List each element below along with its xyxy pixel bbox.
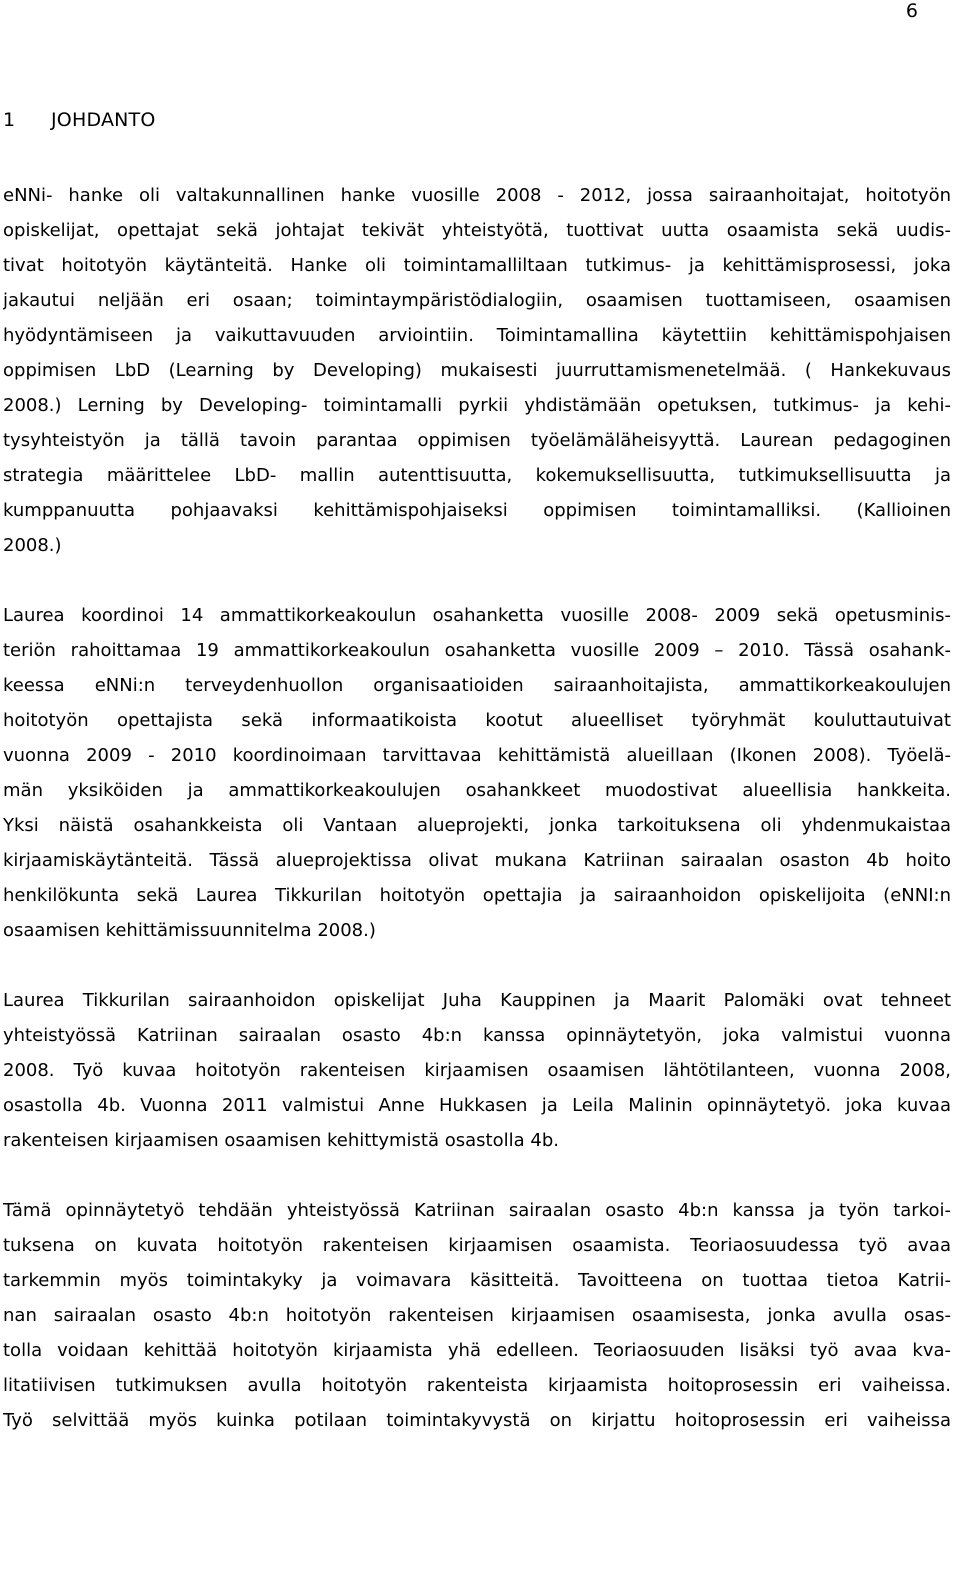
chapter-title: JOHDANTO bbox=[51, 109, 156, 131]
text-line: nan sairaalan osasto 4b:n hoitotyön rakenteisen kirjaamisen osaamisesta, jonka avulla osas- bbox=[3, 1305, 951, 1326]
text-line: Yksi näistä osahankkeista oli Vantaan alueprojekti, jonka tarkoituksena oli yhdenmukaistaa bbox=[3, 815, 951, 836]
text-line: jakautui neljään eri osaan; toimintaympäristödialogiin, osaamisen tuottamiseen, osaamisen bbox=[3, 290, 951, 311]
text-line: osaamisen kehittämissuunnitelma 2008.) bbox=[3, 920, 376, 941]
text-line: kumppanuutta pohjaavaksi kehittämispohjaiseksi oppimisen toimintamalliksi. (Kallioinen bbox=[3, 500, 951, 521]
text-line: tivat hoitotyön käytänteitä. Hanke oli toimintamalliltaan tutkimus- ja kehittämisprosessi, joka bbox=[3, 255, 951, 276]
text-line: teriön rahoittamaa 19 ammattikorkeakoulun osahanketta vuosille 2009 – 2010. Tässä osahank- bbox=[3, 640, 951, 661]
text-line: hyödyntämiseen ja vaikuttavuuden arviointiin. Toimintamallina käytettiin kehittämispohjaisen bbox=[3, 325, 951, 346]
text-line: vuonna 2009 - 2010 koordinoimaan tarvittavaa kehittämistä alueillaan (Ikonen 2008). Työelä- bbox=[3, 745, 951, 766]
text-line: män yksiköiden ja ammattikorkeakoulujen osahankkeet muodostivat alueellisia hankkeita. bbox=[3, 780, 951, 801]
text-line: Tämä opinnäytetyö tehdään yhteistyössä Katriinan sairaalan osasto 4b:n kanssa ja työn tarkoi- bbox=[3, 1200, 951, 1221]
chapter-heading bbox=[3, 108, 156, 132]
text-line: tarkemmin myös toimintakyky ja voimavara käsitteitä. Tavoitteena on tuottaa tietoa Katrii- bbox=[3, 1270, 951, 1291]
paragraph-gap bbox=[3, 1158, 951, 1193]
text-line: strategia määrittelee LbD- mallin autenttisuutta, kokemuksellisuutta, tutkimuksellisuutta ja bbox=[3, 465, 951, 486]
paragraph-2 bbox=[3, 598, 951, 948]
text-line: opiskelijat, opettajat sekä johtajat tekivät yhteistyötä, tuottivat uutta osaamista sekä uudis- bbox=[3, 220, 951, 241]
text-line: keessa eNNi:n terveydenhuollon organisaatioiden sairaanhoitajista, ammattikorkeakoulujen bbox=[3, 675, 951, 696]
text-line: oppimisen LbD (Learning by Developing) mukaisesti juurruttamismenetelmää. ( Hankekuvaus bbox=[3, 360, 951, 381]
text-line: tolla voidaan kehittää hoitotyön kirjaamista yhä edelleen. Teoriaosuuden lisäksi työ avaa kva- bbox=[3, 1340, 951, 1361]
chapter-number: 1 bbox=[3, 109, 16, 131]
text-line: Laurea Tikkurilan sairaanhoidon opiskelijat Juha Kauppinen ja Maarit Palomäki ovat tehneet bbox=[3, 990, 951, 1011]
paragraph-gap bbox=[3, 563, 951, 598]
text-line: 2008.) bbox=[3, 535, 62, 556]
text-line: kirjaamiskäytänteitä. Tässä alueprojektissa olivat mukana Katriinan sairaalan osaston 4b hoito bbox=[3, 850, 951, 871]
text-line: 2008. Työ kuvaa hoitotyön rakenteisen kirjaamisen osaamisen lähtötilanteen, vuonna 2008, bbox=[3, 1060, 951, 1081]
paragraph-4 bbox=[3, 1193, 951, 1438]
text-line: tuksena on kuvata hoitotyön rakenteisen kirjaamisen osaamista. Teoriaosuudessa työ avaa bbox=[3, 1235, 951, 1256]
paragraph-3 bbox=[3, 983, 951, 1158]
text-line: Työ selvittää myös kuinka potilaan toimintakyvystä on kirjattu hoitoprosessin eri vaiheissa bbox=[3, 1410, 951, 1431]
page-number: 6 bbox=[905, 0, 918, 22]
text-line: litatiivisen tutkimuksen avulla hoitotyön rakenteista kirjaamista hoitoprosessin eri vaiheissa. bbox=[3, 1375, 951, 1396]
text-line: hoitotyön opettajista sekä informaatikoista kootut alueelliset työryhmät kouluttautuivat bbox=[3, 710, 951, 731]
text-line: tysyhteistyön ja tällä tavoin parantaa oppimisen työelämäläheisyyttä. Laurean pedagoginen bbox=[3, 430, 951, 451]
paragraph-gap bbox=[3, 948, 951, 983]
text-line: 2008.) Lerning by Developing- toimintamalli pyrkii yhdistämään opetuksen, tutkimus- ja kehi- bbox=[3, 395, 951, 416]
text-line: henkilökunta sekä Laurea Tikkurilan hoitotyön opettajia ja sairaanhoidon opiskelijoita (eNNI:n bbox=[3, 885, 951, 906]
text-line: osastolla 4b. Vuonna 2011 valmistui Anne Hukkasen ja Leila Malinin opinnäytetyö. joka kuvaa bbox=[3, 1095, 951, 1116]
text-line: rakenteisen kirjaamisen osaamisen kehittymistä osastolla 4b. bbox=[3, 1130, 559, 1151]
text-line: Laurea koordinoi 14 ammattikorkeakoulun osahanketta vuosille 2008- 2009 sekä opetusminis- bbox=[3, 605, 951, 626]
paragraph-1 bbox=[3, 178, 951, 563]
text-line: eNNi- hanke oli valtakunnallinen hanke vuosille 2008 - 2012, jossa sairaanhoitajat, hoitotyön bbox=[3, 185, 951, 206]
text-line: yhteistyössä Katriinan sairaalan osasto 4b:n kanssa opinnäytetyön, joka valmistui vuonna bbox=[3, 1025, 951, 1046]
body-text bbox=[3, 178, 951, 1438]
